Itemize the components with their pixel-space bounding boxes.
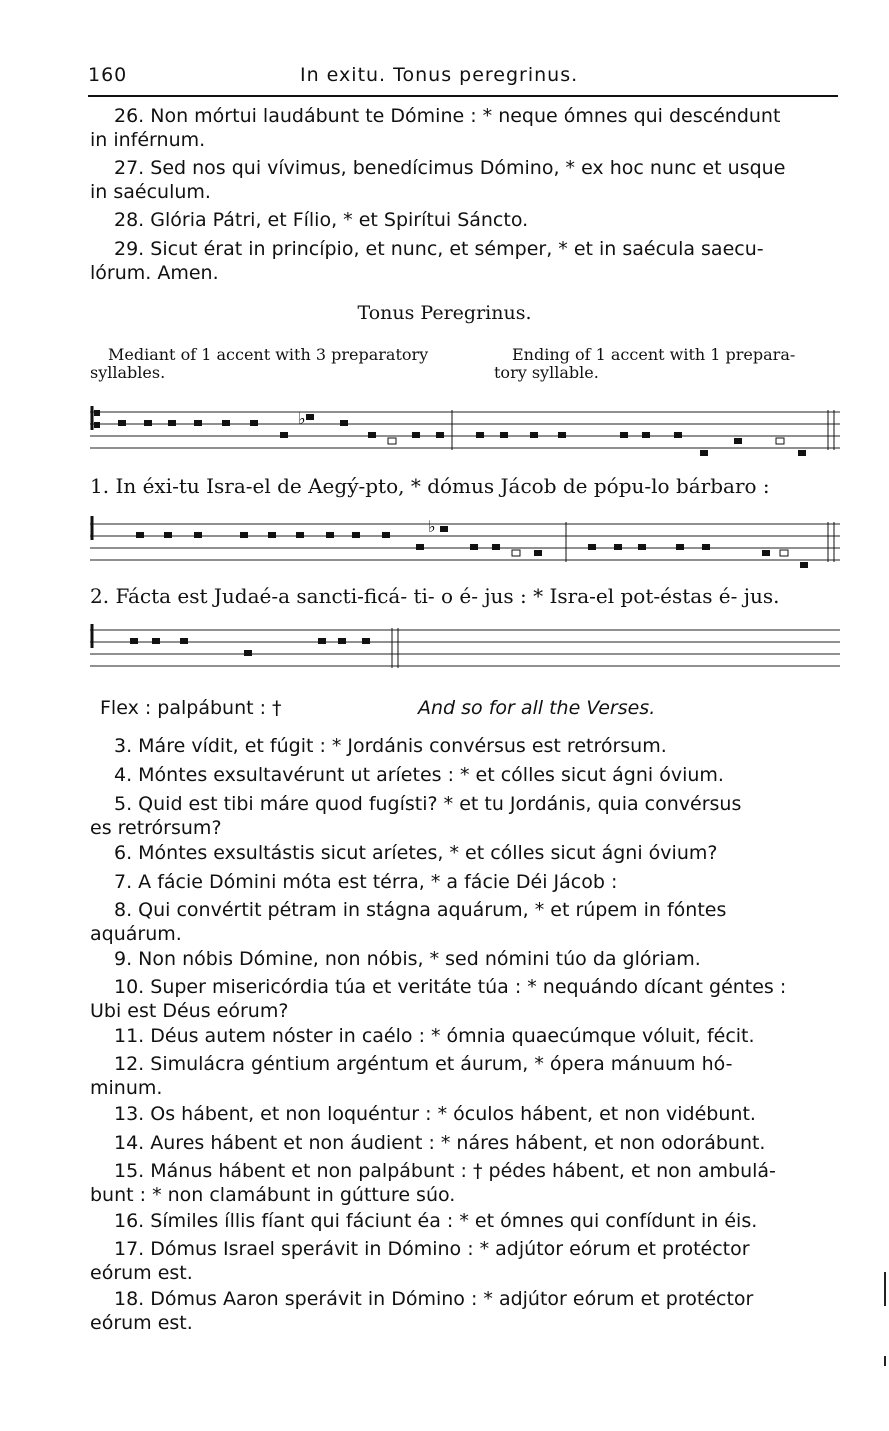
neume <box>436 432 444 438</box>
verse-7 <box>90 870 842 894</box>
verse-line: 18. Dómus Aaron sperávit in Dómino : * adjútor eórum et protéctor <box>114 1288 754 1310</box>
neume <box>268 532 276 538</box>
ending-label-line: tory syllable. <box>494 363 599 382</box>
page-header <box>88 64 839 90</box>
flex-instruction: Flex : palpábunt : † <box>100 697 282 719</box>
neume <box>638 544 646 550</box>
neume <box>558 432 566 438</box>
neume <box>416 544 424 550</box>
ending-label-line: Ending of 1 accent with 1 prepara- <box>512 345 796 364</box>
verse-continuation: in inférnum. <box>90 129 206 151</box>
neume <box>362 638 370 644</box>
neume <box>168 420 176 426</box>
verse-continuation: lórum. Amen. <box>90 262 219 284</box>
neume <box>318 638 326 644</box>
verse-18 <box>90 1287 842 1335</box>
verse-continuation: aquárum. <box>90 923 182 945</box>
neume <box>382 532 390 538</box>
chant-text-2: 2. Fácta est Judaé-a sancti-ficá- ti- o é- jus : * Isra-el pot-éstas é- jus. <box>90 584 780 608</box>
verse-line: 7. A fácie Dómini móta est térra, * a fácie Déi Jácob : <box>114 871 618 893</box>
neume <box>588 544 596 550</box>
neume <box>500 432 508 438</box>
neume <box>352 532 360 538</box>
page-number: 160 <box>88 64 128 86</box>
verse-10 <box>90 975 842 1023</box>
neume <box>306 414 314 420</box>
verse-16 <box>90 1209 842 1233</box>
neume-open <box>780 550 788 556</box>
neume <box>674 432 682 438</box>
verse-11 <box>90 1024 842 1048</box>
neume <box>534 550 542 556</box>
verse-14 <box>90 1131 842 1155</box>
verse-line: 16. Símiles íllis fíant qui fáciunt éa : * et ómnes qui confídunt in éis. <box>114 1210 758 1232</box>
neume <box>642 432 650 438</box>
neume <box>240 532 248 538</box>
verse-continuation: eórum est. <box>90 1312 193 1334</box>
neume <box>152 638 160 644</box>
neume <box>130 638 138 644</box>
verse-line: 14. Aures hábent et non áudient : * náres hábent, et non odorábunt. <box>114 1132 766 1154</box>
neume <box>734 438 742 444</box>
verse-continuation: es retrórsum? <box>90 817 222 839</box>
neume-open <box>388 438 396 444</box>
verse-line: 27. Sed nos qui vívimus, benedícimus Dómino, * ex hoc nunc et usque <box>114 157 786 179</box>
neume <box>250 420 258 426</box>
verse-line: 5. Quid est tibi máre quod fugísti? * et tu Jordánis, quia convérsus <box>114 793 742 815</box>
neume <box>620 432 628 438</box>
verse-line: 12. Simulácra géntium argéntum et áurum, * ópera mánuum hó- <box>114 1053 733 1075</box>
neume <box>762 550 770 556</box>
neume <box>530 432 538 438</box>
verse-17 <box>90 1237 842 1285</box>
verse-line: 6. Móntes exsultástis sicut aríetes, * et cólles sicut ágni óvium? <box>114 842 718 864</box>
verse-12 <box>90 1052 842 1100</box>
neume <box>440 526 448 532</box>
neume <box>144 420 152 426</box>
neume <box>296 532 304 538</box>
neume <box>194 532 202 538</box>
neume <box>470 544 478 550</box>
verse-continuation: bunt : * non clamábunt in gútture súo. <box>90 1184 456 1206</box>
mediant-label <box>90 345 429 382</box>
neume <box>340 420 348 426</box>
neume <box>118 420 126 426</box>
verse-continuation: in saéculum. <box>90 181 211 203</box>
chant-staff-2 <box>90 512 842 580</box>
neume <box>326 532 334 538</box>
verse-26 <box>90 104 842 152</box>
verse-line: 26. Non mórtui laudábunt te Dómine : * neque ómnes qui descéndunt <box>114 105 781 127</box>
neume <box>492 544 500 550</box>
verse-9 <box>90 947 842 971</box>
clef-mark <box>94 422 100 428</box>
neume <box>244 650 252 656</box>
margin-mark <box>884 1356 886 1366</box>
verse-5 <box>90 792 842 840</box>
verse-line: 11. Déus autem nóster in caélo : * ómnia quaecúmque vóluit, fécit. <box>114 1025 755 1047</box>
verse-line: 8. Qui convértit pétram in stágna aquárum, * et rúpem in fóntes <box>114 899 727 921</box>
verse-line: 28. Glória Pátri, et Fílio, * et Spirítui Sáncto. <box>114 209 529 231</box>
verse-29 <box>90 237 842 285</box>
verse-continuation: minum. <box>90 1077 163 1099</box>
verse-line: 10. Super misericórdia túa et veritáte túa : * nequándo dícant géntes : <box>114 976 787 998</box>
verse-27 <box>90 156 842 204</box>
clef-mark <box>94 410 100 416</box>
neume <box>280 432 288 438</box>
neume <box>676 544 684 550</box>
flex-note: And so for all the Verses. <box>418 697 656 719</box>
verse-line: 3. Máre vídit, et fúgit : * Jordánis convérsus est retrórsum. <box>114 735 667 757</box>
section-title: Tonus Peregrinus. <box>357 302 532 324</box>
neume <box>180 638 188 644</box>
verse-6 <box>90 841 842 865</box>
neume <box>476 432 484 438</box>
verse-line: 4. Móntes exsultavérunt ut aríetes : * et cólles sicut ágni óvium. <box>114 764 724 786</box>
running-title: In exitu. Tonus peregrinus. <box>300 64 579 86</box>
neume <box>194 420 202 426</box>
verse-4 <box>90 763 842 787</box>
verse-8 <box>90 898 842 946</box>
verse-13 <box>90 1102 842 1126</box>
ending-label <box>494 345 796 382</box>
neume <box>412 432 420 438</box>
flat-sign: ♭ <box>298 409 306 428</box>
margin-mark <box>884 1272 886 1306</box>
neume <box>164 532 172 538</box>
neume-open <box>512 550 520 556</box>
header-rule <box>88 95 838 97</box>
neume-open <box>776 438 784 444</box>
neume <box>798 450 806 456</box>
verse-line: 9. Non nóbis Dómine, non nóbis, * sed nómini túo da glóriam. <box>114 948 701 970</box>
verse-3 <box>90 734 842 758</box>
verse-continuation: Ubi est Déus eórum? <box>90 1000 289 1022</box>
neume <box>222 420 230 426</box>
chant-staff-1 <box>90 400 842 468</box>
neume <box>702 544 710 550</box>
neume <box>700 450 708 456</box>
neume <box>800 562 808 568</box>
mediant-label-line: syllables. <box>90 363 166 382</box>
verse-line: 15. Mánus hábent et non palpábunt : † pédes hábent, et non ambulá- <box>114 1160 776 1182</box>
mediant-label-line: Mediant of 1 accent with 3 preparatory <box>108 345 429 364</box>
chant-text-1: 1. In éxi-tu Isra-el de Aegý-pto, * dómus Jácob de pópu-lo bárbaro : <box>90 474 770 498</box>
neume <box>614 544 622 550</box>
neume <box>338 638 346 644</box>
verse-line: 29. Sicut érat in princípio, et nunc, et sémper, * et in saécula saecu- <box>114 238 764 260</box>
neume <box>136 532 144 538</box>
flat-sign: ♭ <box>428 517 436 536</box>
verse-continuation: eórum est. <box>90 1262 193 1284</box>
verse-line: 17. Dómus Israel sperávit in Dómino : * adjútor eórum et protéctor <box>114 1238 750 1260</box>
chant-staff-3 <box>90 622 842 682</box>
verse-15 <box>90 1159 842 1207</box>
neume <box>368 432 376 438</box>
verse-line: 13. Os hábent, et non loquéntur : * óculos hábent, et non vidébunt. <box>114 1103 756 1125</box>
verse-28 <box>90 208 842 232</box>
